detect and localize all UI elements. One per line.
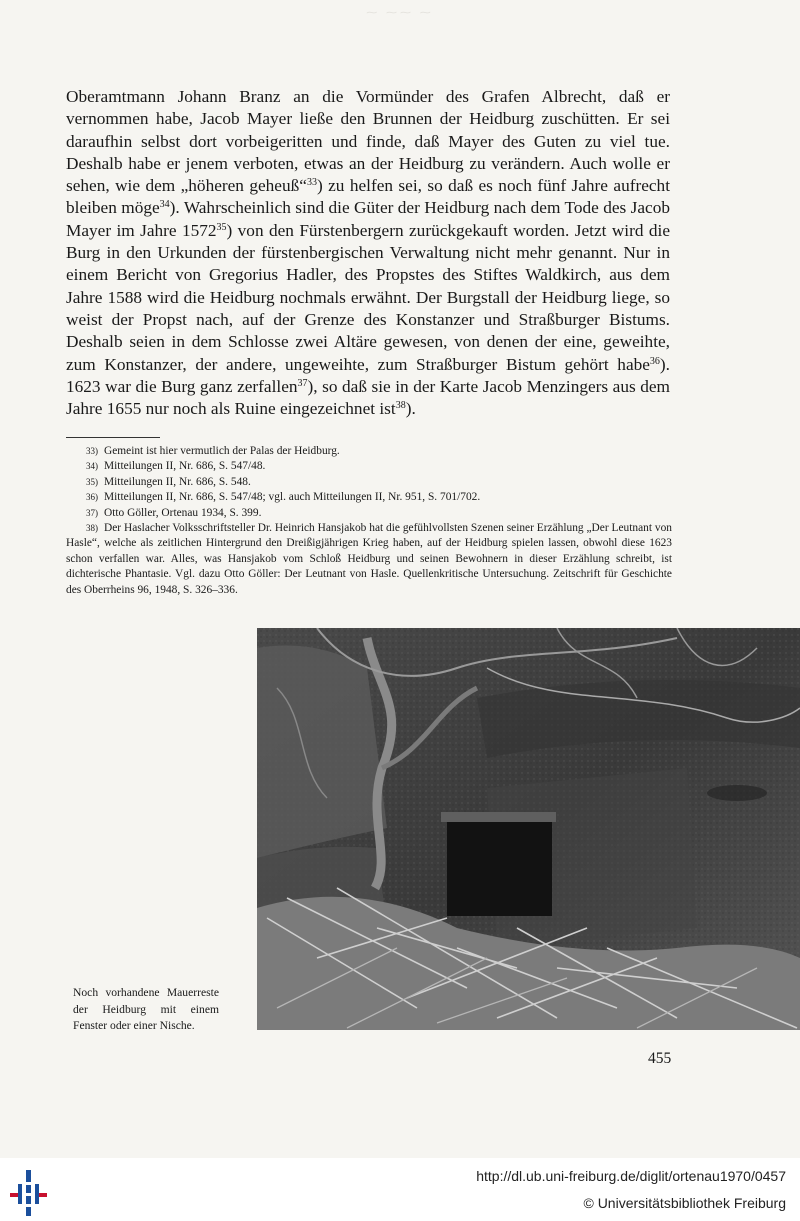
window-niche — [447, 818, 552, 916]
caption-line: Noch vorhandene Mauerreste — [73, 986, 219, 999]
footnote-mark: 34) — [86, 461, 98, 472]
text-segment: ), so daß sie in der Karte Jacob Menzingers aus dem Jahre 1655 nur noch als Ruine eingezeichnet ist — [66, 376, 670, 419]
body-paragraph — [66, 86, 670, 420]
footnote-mark: 33) — [86, 446, 98, 456]
footnote-text: Otto Göller, Ortenau 1934, S. 399. — [104, 506, 262, 519]
text-segment: ). Wahrscheinlich sind die Güter der Heidburg nach dem Tode des Jacob Mayer im Jahre 1572 — [66, 198, 670, 240]
footnote-text: Mitteilungen II, Nr. 686, S. 547/48; vgl. auch Mitteilungen II, Nr. 951, S. 701/702. — [104, 491, 481, 504]
footnote-37 — [66, 506, 672, 521]
footnote-ref[interactable]: 35 — [216, 221, 227, 233]
footnote-mark: 35) — [86, 476, 98, 487]
footnote-ref[interactable]: 37 — [297, 377, 308, 389]
footnote-ref[interactable]: 33 — [306, 177, 317, 189]
footnote-text: Mitteilungen II, Nr. 686, S. 547/48. — [104, 460, 266, 473]
footnote-text: Der Haslacher Volksschriftsteller Dr. Heinrich Hansjakob hat die gefühlvollsten Szenen seiner Erzählung „Der Leutnant von Hasle“, welche als zeitlichen Hintergrund den Dreißigjährigen Krieg haben, auf der Heidburg spielen lassen, obwohl diese 1623 schon verfallen war. Alles, was Hansjakob vom Schloß Heidburg und seinen Bewohnern in dieser Erzählung schreibt, ist dichterische Phantasie. Vgl. dazu Otto Göller: Der Leutnant von Hasle. Quellenkritische Untersuchung. Zeitschrift für Geschichte des Oberrheins 96, 1948, S. 326–336. — [66, 522, 672, 596]
footnote-35 — [66, 475, 672, 490]
text-segment: Oberamtmann Johann Branz an die Vormünder des Grafen Albrecht, daß er vernommen habe, Jacob Mayer ließe den Brunnen der Heidburg zuschütten. Er sei daraufhin selbst dort vorbeigeritten und finde, daß Mayer des Guten zu viel tue. Deshalb habe er jenem verboten, etwas an der Heidburg zu verändern. Auch wolle er sehen, wie dem „höheren geheuß“ — [66, 87, 670, 196]
viewer-footer — [0, 1158, 800, 1220]
text-segment: ) zu helfen sei, so daß es noch fünf Jahre aufrecht bleiben möge — [66, 176, 670, 218]
footnote-mark: 36) — [86, 492, 98, 503]
caption-line: Fenster oder einer Nische. — [73, 1019, 195, 1032]
footnote-divider — [66, 437, 160, 438]
footnote-36 — [66, 490, 672, 505]
text-segment: ). — [405, 399, 416, 419]
ruin-wall-photo — [257, 628, 800, 1030]
footnote-text: Gemeint ist hier vermutlich der Palas der Heidburg. — [104, 445, 340, 457]
footnote-mark: 38) — [86, 523, 98, 534]
photo-caption — [73, 985, 219, 1035]
text-segment: ) von den Fürstenbergern zurückgekauft worden. Jetzt wird die Burg in den Urkunden der fürstenbergischen Verwaltung nicht mehr genannt. Nur in einem Bericht von Gregorius Hadler, des Propstes des Stiftes Waldkirch, aus dem Jahre 1588 wird die Heidburg nochmals erwähnt. Der Burgstall der Heidburg liege, so weist der Propst nach, auf der Grenze des Konstanzer und Straßburger Bistums. Deshalb seien in dem Schlosse zwei Altäre gewesen, von denen der eine, geweihte, zum Konstanzer, der andere, ungeweihte, zum Straßburger Bistum gehört habe — [66, 220, 670, 374]
copyright-notice: © Universitätsbibliothek Freiburg — [583, 1195, 786, 1211]
ruin-wall-illustration — [257, 628, 800, 1030]
footnote-mark: 37) — [86, 507, 98, 518]
permalink-url[interactable]: http://dl.ub.uni-freiburg.de/diglit/ortenau1970/0457 — [476, 1168, 786, 1184]
text-segment: ). 1623 war die Burg ganz zerfallen — [66, 354, 670, 396]
caption-line: der Heidburg mit einem — [73, 1002, 219, 1016]
footnote-ref[interactable]: 36 — [649, 355, 660, 367]
page-number: 455 — [648, 1050, 672, 1067]
footnotes — [66, 444, 672, 598]
footnote-38 — [66, 521, 672, 598]
footnote-33 — [66, 444, 672, 459]
ub-freiburg-logo-icon[interactable] — [6, 1170, 52, 1216]
footnote-34 — [66, 459, 672, 474]
footnote-ref[interactable]: 34 — [159, 199, 170, 211]
footnote-ref[interactable]: 38 — [395, 400, 406, 412]
bleed-through-marks: ⁓ ⁓⁓ ⁓ — [366, 7, 434, 19]
footnote-text: Mitteilungen II, Nr. 686, S. 548. — [104, 475, 251, 488]
